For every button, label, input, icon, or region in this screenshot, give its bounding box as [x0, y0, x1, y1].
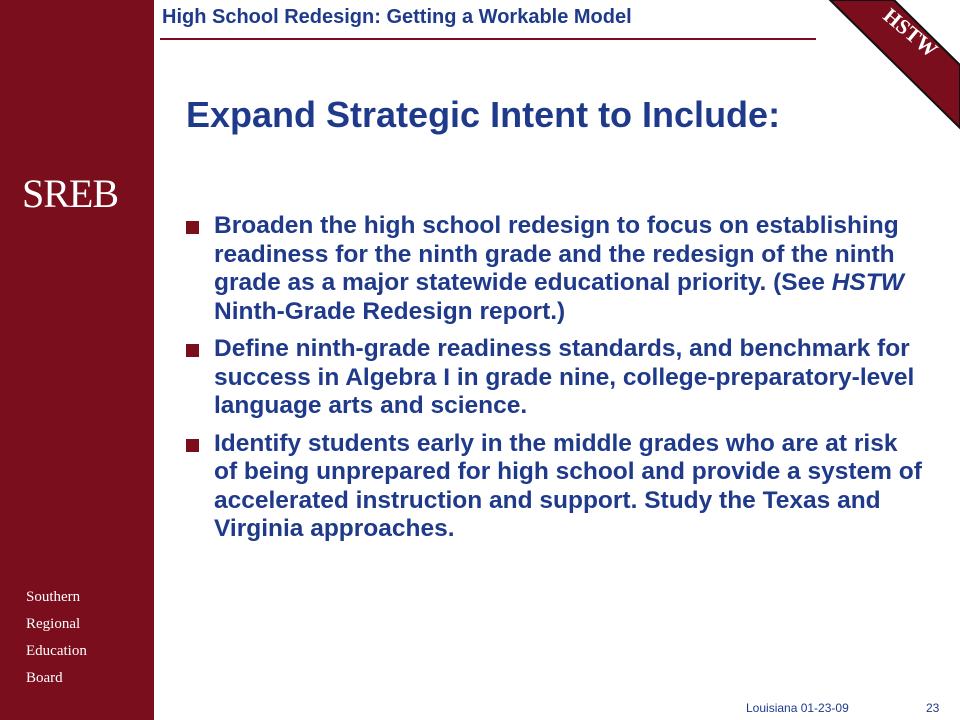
bullet-square-icon: [186, 439, 199, 452]
bullet-text-tail: Ninth-Grade Redesign report.): [214, 297, 566, 325]
bullet-square-icon: [186, 221, 199, 234]
bullet-text: Broaden the high school redesign to focus on establishing readiness for the ninth grade and the redesign of the ninth grade as a major statewide educational priority. (See: [214, 212, 899, 296]
org-name-line: Regional: [26, 616, 81, 632]
hstw-corner-banner: [780, 0, 960, 130]
bullet-square-icon: [186, 344, 199, 357]
header-divider: [160, 38, 816, 40]
organization-name: [26, 584, 87, 692]
page-number: 23: [926, 701, 940, 715]
bullet-emphasis: HSTW: [831, 269, 904, 296]
footer-label: Louisiana 01-23-09: [746, 701, 849, 715]
bullet-text: Define ninth-grade readiness standards, and benchmark for success in Algebra I in grade nine, college-preparatory-level language arts and science.: [214, 335, 915, 419]
bullet-item: [186, 212, 926, 326]
org-name-line: Board: [26, 670, 63, 686]
sreb-logo: SREB: [22, 171, 119, 216]
hstw-badge: HSTW: [878, 3, 943, 63]
org-name-line: Southern: [26, 589, 81, 605]
slide-title: Expand Strategic Intent to Include:: [186, 94, 781, 135]
bullet-list: [186, 212, 926, 553]
sidebar: [0, 0, 154, 720]
bullet-item: [186, 335, 926, 421]
org-name-line: Education: [26, 643, 87, 659]
header-title: High School Redesign: Getting a Workable Model: [162, 6, 632, 28]
bullet-text: Identify students early in the middle grades who are at risk of being unprepared for high school and provide a system of accelerated instruction and support. Study the Texas and Virginia approaches.: [214, 429, 922, 542]
bullet-item: [186, 430, 926, 544]
